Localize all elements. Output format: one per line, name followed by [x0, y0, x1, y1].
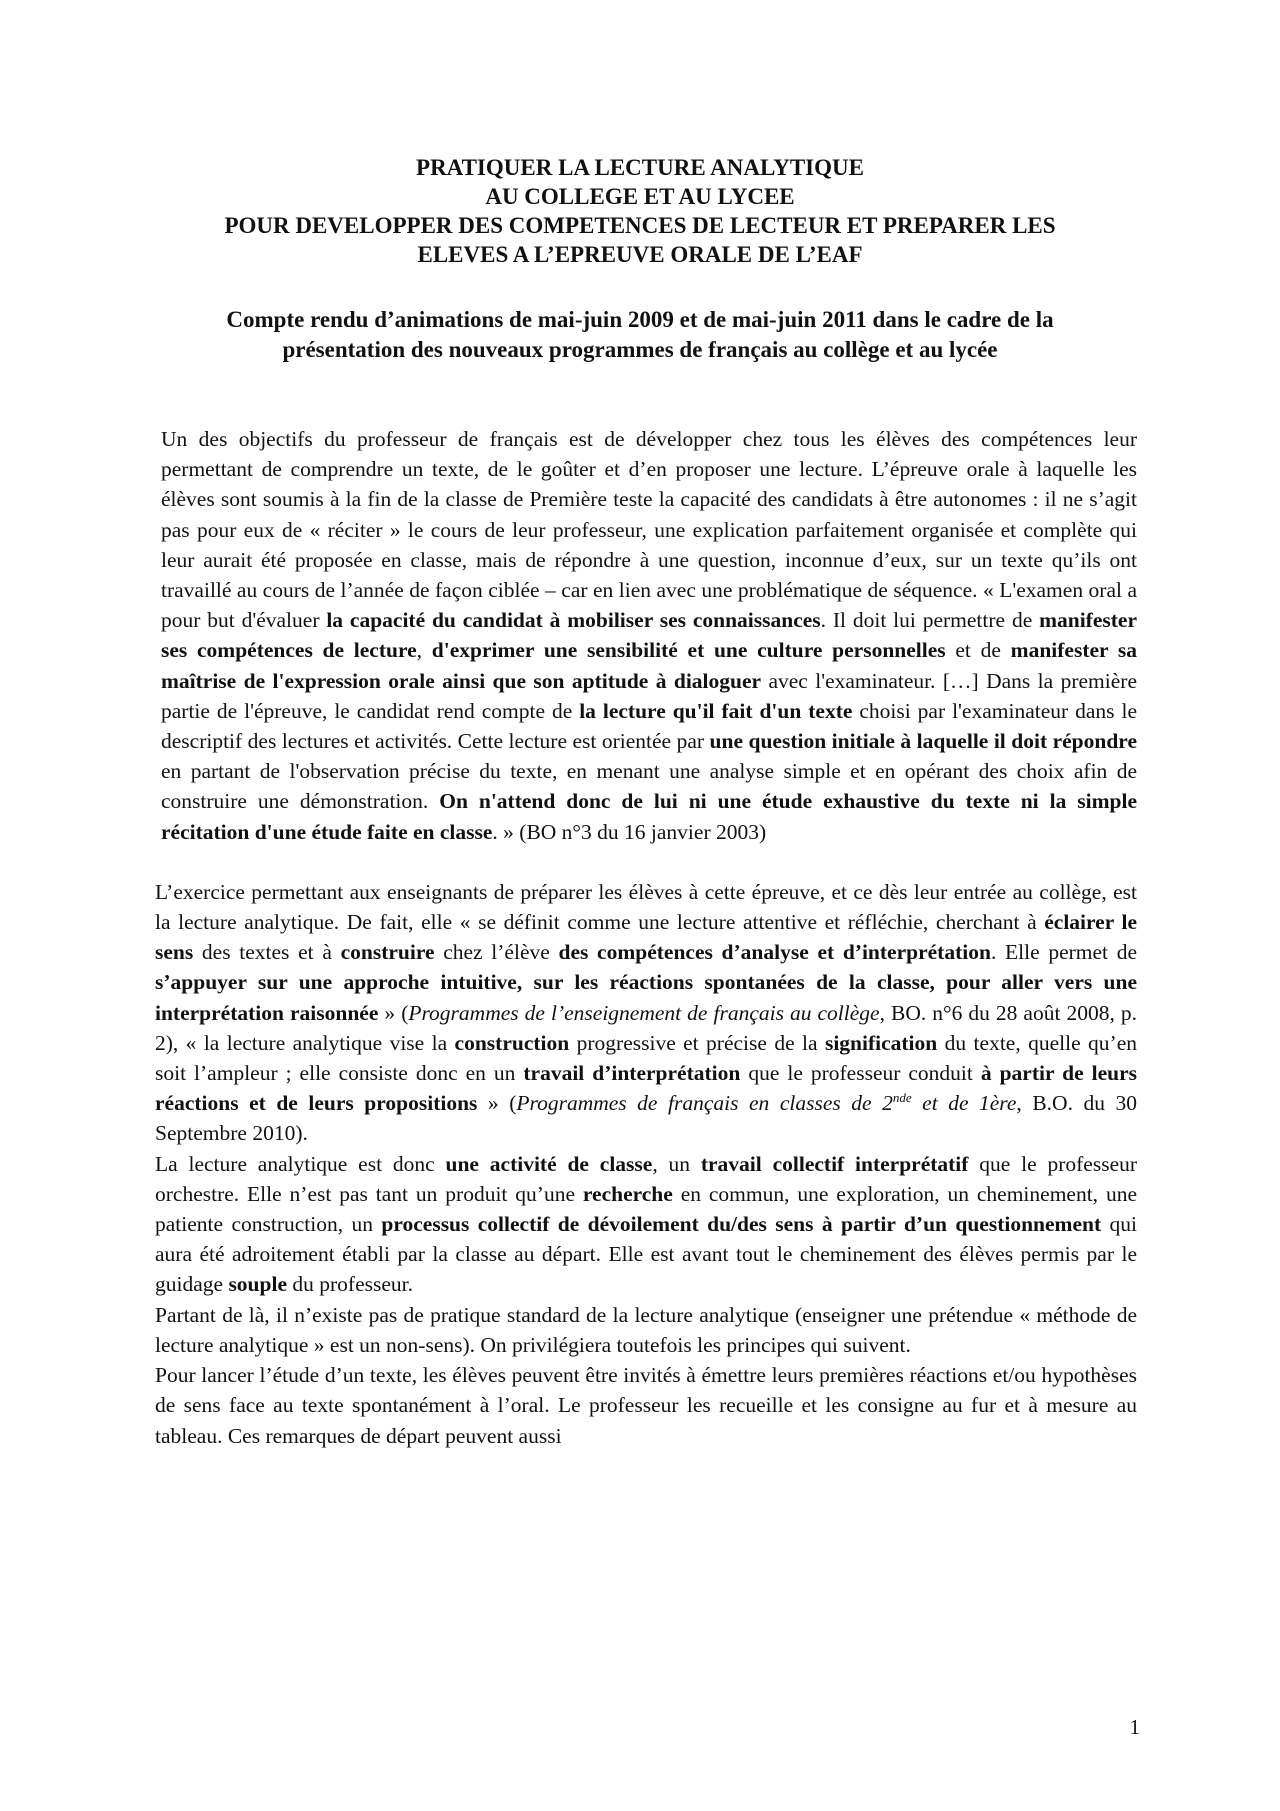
document-title [150, 153, 1130, 269]
document-body [155, 424, 1137, 1451]
text-run: » ( [477, 1091, 517, 1116]
italic-run: et de 1ère [911, 1091, 1017, 1116]
text-run: et de [945, 638, 1011, 663]
bold-run: manifester ses compétences de lecture [161, 608, 1137, 663]
text-run: , BO. n°6 du 28 août 2008, p. 2), « la lecture analytique vise la [155, 1000, 1137, 1055]
text-run: chez l’élève [434, 940, 559, 965]
bold-run: processus collectif de dévoilement du/des sens à partir d’un questionnement [381, 1212, 1102, 1237]
text-run: que le professeur orchestre. Elle n’est pas tant un produit qu’une [155, 1151, 1138, 1206]
text-run: du texte, quelle qu’en soit l’ampleur ; elle consiste donc en un [155, 1030, 1137, 1086]
text-run: » ( [378, 1000, 409, 1025]
paragraph-lecture-analytique [155, 877, 1137, 1149]
text-run: , un [652, 1151, 701, 1176]
text-run: du professeur. [287, 1272, 413, 1297]
title-line: POUR DEVELOPPER DES COMPETENCES DE LECTEUR ET PREPARER LES [224, 213, 1056, 238]
superscript-run: nde [892, 1090, 912, 1106]
paragraph-activite-classe [155, 1149, 1137, 1300]
text-run: des textes et à [193, 940, 341, 965]
subtitle-line: Compte rendu d’animations de mai-juin 2009 et de mai-juin 2011 dans le cadre de la [226, 307, 1054, 332]
document-subtitle [150, 305, 1130, 365]
title-line: PRATIQUER LA LECTURE ANALYTIQUE [416, 155, 864, 180]
bold-run: s’appuyer sur une approche intuitive, sur les réactions spontanées de la classe, pour aller vers une interprétation raisonnée [155, 970, 1137, 1025]
text-run: qui aura été adroitement établi par la classe au départ. Elle est avant tout le cheminement des élèves permis par le guidage [155, 1212, 1137, 1297]
bold-run: construction [454, 1030, 570, 1055]
bold-run: travail d’interprétation [523, 1061, 741, 1086]
bold-run: signification [824, 1030, 938, 1055]
paragraph-principes: Partant de là, il n’existe pas de pratique standard de la lecture analytique (enseigner une prétendue « méthode de lecture analytique » est un non-sens). On privilégiera toutefois les principes qui suivent. [155, 1302, 1137, 1357]
text-run: choisi par l'examinateur dans le descriptif des lectures et activités. Cette lecture est orientée par [161, 698, 1137, 754]
bold-run: d'exprimer une sensibilité et une culture personnelles [431, 638, 946, 663]
text-run: , B.O. du 30 Septembre 2010). [155, 1091, 1137, 1146]
text-run: avec l'examinateur. […] Dans la première partie de l'épreuve, le candidat rend compte de [161, 668, 1137, 723]
text-run: en commun, une exploration, un cheminement, une patiente construction, un [155, 1181, 1137, 1237]
bold-run: une activité de classe [445, 1151, 653, 1176]
bold-run: la lecture qu'il fait d'un texte [579, 698, 853, 723]
bold-run: des compétences d’analyse et d’interprétation [558, 940, 991, 965]
bold-run: à partir de leurs réactions et de leurs propositions [155, 1061, 1137, 1116]
bold-run: manifester sa maîtrise de l'expression orale ainsi que son aptitude à dialoguer [161, 638, 1138, 693]
bold-run: la capacité du candidat à mobiliser ses connaissances [326, 608, 821, 633]
bold-run: On n'attend donc de lui ni une étude exhaustive du texte ni la simple récitation d'une étude faite en classe [161, 789, 1137, 844]
italic-run: Programmes de français en classes de 2 [516, 1091, 893, 1116]
page-number: 1 [1129, 1715, 1140, 1739]
text-run: , [416, 638, 432, 663]
subtitle-line: présentation des nouveaux programmes de français au collège et au lycée [282, 337, 998, 362]
italic-run: Programmes de l’enseignement de français au collège [408, 1000, 880, 1025]
bold-run: souple [228, 1272, 287, 1297]
bold-run: construire [340, 940, 435, 965]
text-run: L’exercice permettant aux enseignants de préparer les élèves à cette épreuve, et ce dès leur entrée au collège, est la lecture analytique. De fait, elle « se définit comme une lecture attentive et réfléchie, cherchant à [155, 879, 1137, 935]
paragraph-lancer-etude: Pour lancer l’étude d’un texte, les élèves peuvent être invités à émettre leurs premières réactions et/ou hypothèses de sens face au texte spontanément à l’oral. Le professeur les recueille et les consigne au fur et à mesure au tableau. Ces remarques de départ peuvent aussi [155, 1363, 1137, 1448]
text-run: . Il doit lui permettre de [820, 608, 1040, 633]
text-run: La lecture analytique est donc [155, 1151, 446, 1176]
bold-run: une question initiale à laquelle il doit répondre [709, 729, 1137, 754]
paragraph-epreuve-orale [155, 424, 1137, 847]
text-run: en partant de l'observation précise du texte, en menant une analyse simple et en opérant des choix afin de construire une démonstration. [161, 759, 1137, 814]
text-run: . » (BO n°3 du 16 janvier 2003) [492, 819, 767, 844]
text-run: que le professeur conduit [740, 1061, 981, 1086]
bold-run: recherche [582, 1181, 673, 1206]
title-line: AU COLLEGE ET AU LYCEE [485, 184, 795, 209]
bold-run: éclairer le sens [155, 910, 1137, 965]
text-run: progressive et précise de la [569, 1030, 825, 1055]
title-line: ELEVES A L’EPREUVE ORALE DE L’EAF [417, 242, 863, 267]
text-run: . Elle permet de [990, 940, 1137, 965]
text-run: Un des objectifs du professeur de français est de développer chez tous les élèves des compétences leur permettant de comprendre un texte, de le goûter et d’en proposer une lecture. L’épreuve orale à laquelle les élèves sont soumis à la fin de la classe de Première teste la capacité des candidats à être autonomes : il ne s’agit pas pour eux de « réciter » le cours de leur professeur, une explication parfaitement organisée et complète qui leur aurait été proposée en classe, mais de répondre à une question, inconnue d’eux, sur un texte qu’ils ont travaillé au cours de l’année de façon ciblée – car en lien avec une problématique de séquence. « L'examen oral a pour but d'évaluer [161, 427, 1137, 633]
bold-run: travail collectif interprétatif [700, 1151, 969, 1176]
